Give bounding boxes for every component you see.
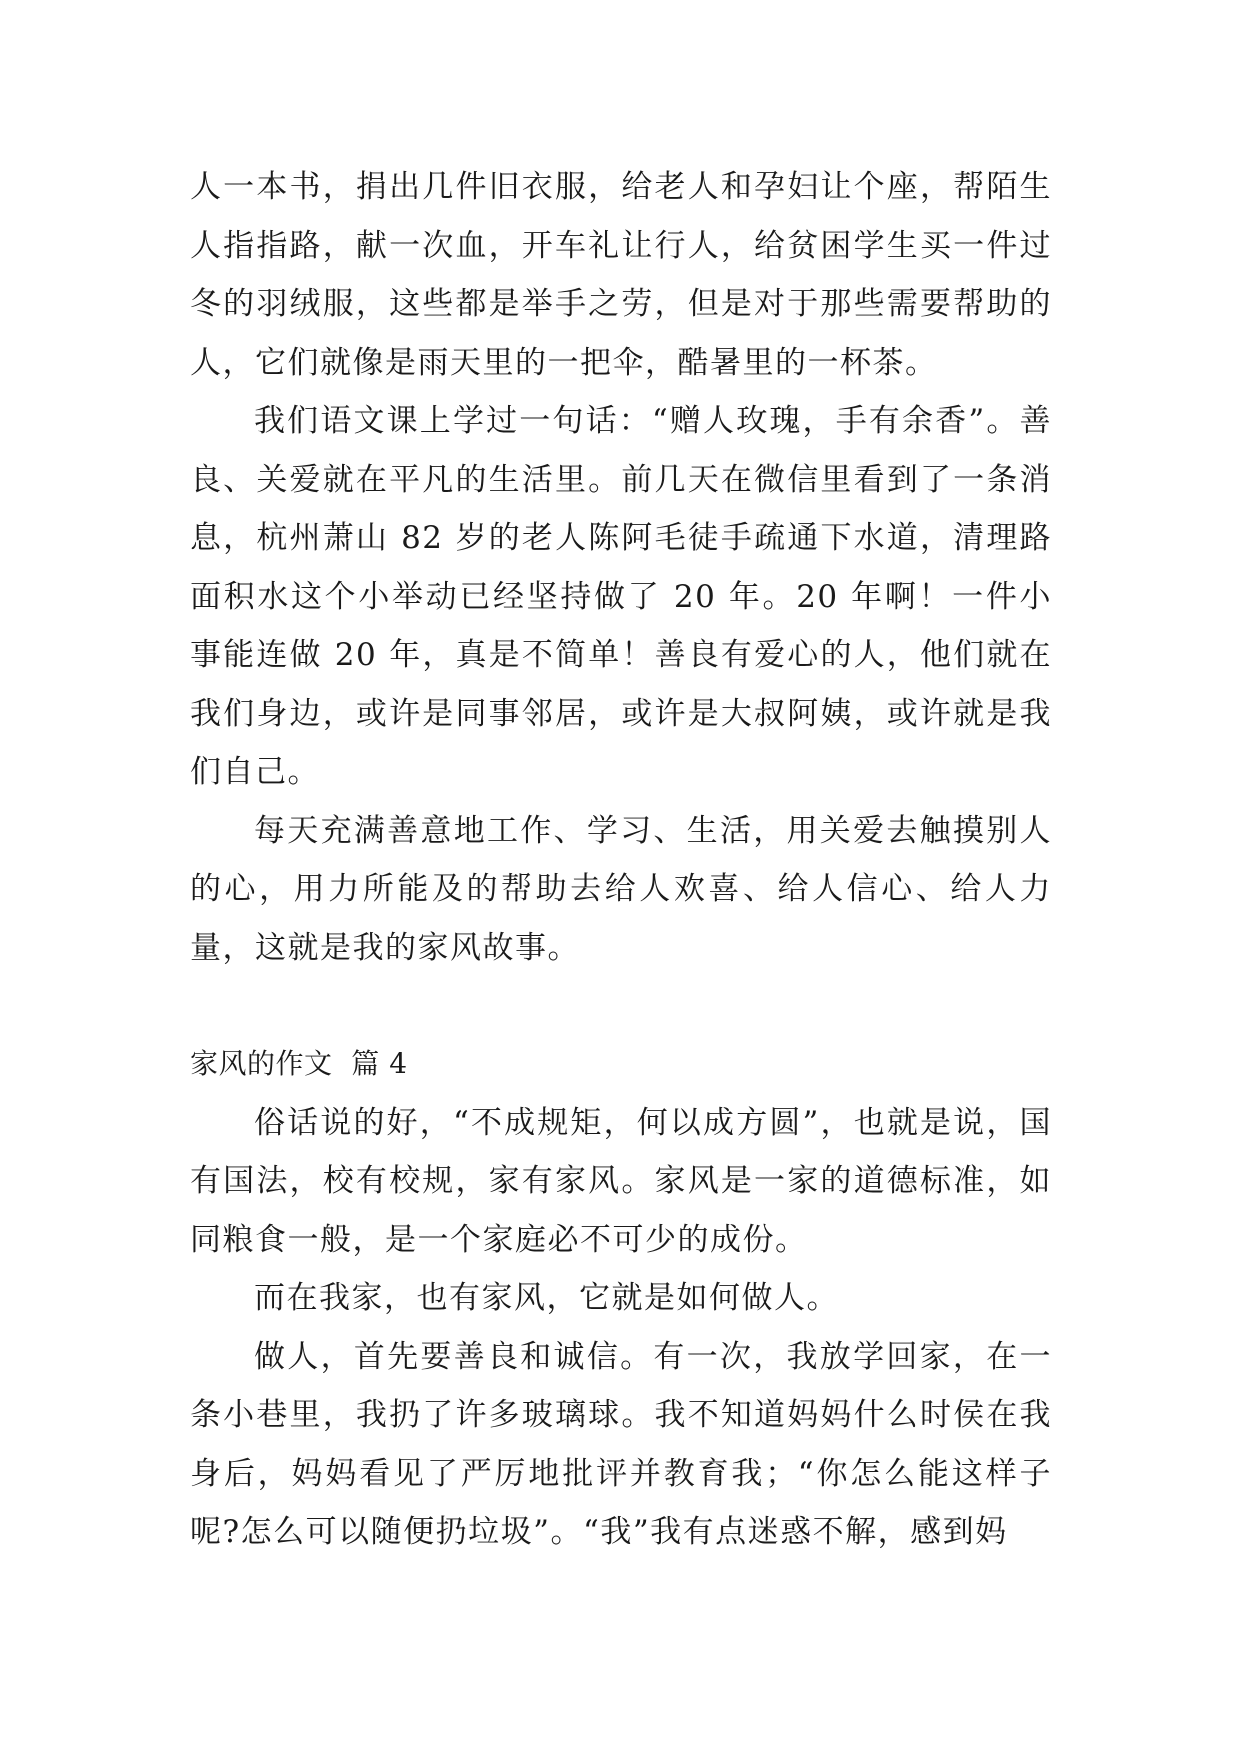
paragraph-rose-quote: 我们语文课上学过一句话：“赠人玫瑰，手有余香”。善良、关爱就在平凡的生活里。前几天在微信里看到了一条消息，杭州萧山 82 岁的老人陈阿毛徒手疏通下水道，清理路面积水这个小举动已经坚持做了 20 年。20 年啊！一件小事能连做 20 年，真是不简单！善良有爱心的人，他们就在我们身边，或许是同事邻居，或许是大叔阿姨，或许就是我们自己。 (190, 403, 1052, 790)
section-title: 家风的作文 篇 4 (190, 1047, 408, 1080)
document-body (190, 158, 1052, 1562)
paragraph-continued: 人一本书，捐出几件旧衣服，给老人和孕妇让个座，帮陌生人指指路，献一次血，开车礼让行人，给贫困学生买一件过冬的羽绒服，这些都是举手之劳，但是对于那些需要帮助的人，它们就像是雨天里的一把伞，酷暑里的一杯茶。 (190, 169, 1052, 381)
paragraph-glass-balls: 做人，首先要善良和诚信。有一次，我放学回家，在一条小巷里，我扔了许多玻璃球。我不知道妈妈什么时侯在我身后，妈妈看见了严厉地批评并教育我；“你怎么能这样子呢?怎么可以随便扔垃圾”。“我”我有点迷惑不解，感到妈 (190, 1338, 1052, 1550)
section-spacer (190, 977, 1052, 1035)
paragraph-proverb: 俗话说的好，“不成规矩，何以成方圆”，也就是说，国有国法，校有校规，家有家风。家风是一家的道德标准，如同粮食一般，是一个家庭必不可少的成份。 (190, 1104, 1052, 1258)
paragraph-family-story: 每天充满善意地工作、学习、生活，用关爱去触摸别人的心，用力所能及的帮助去给人欢喜、给人信心、给人力量，这就是我的家风故事。 (190, 812, 1052, 966)
paragraph-family-rule: 而在我家，也有家风，它就是如何做人。 (254, 1280, 839, 1316)
